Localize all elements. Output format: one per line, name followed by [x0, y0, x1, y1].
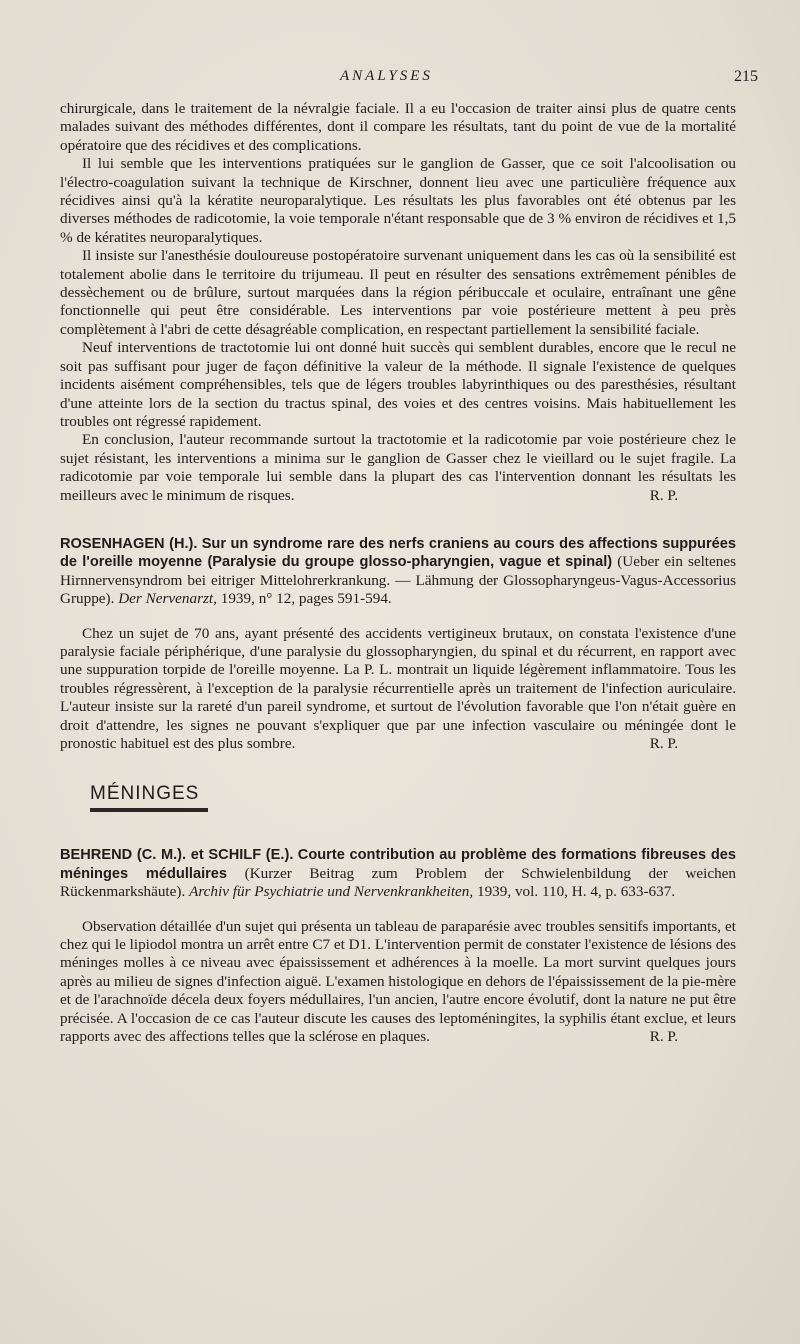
article-authors: ROSENHAGEN (H.). [60, 535, 198, 552]
page-content [60, 100, 736, 1046]
reviewer-signature: R. P. [649, 735, 678, 752]
article-authors: BEHREND (C. M.). et SCHILF (E.). [60, 847, 294, 864]
review-behrend-schilf [60, 846, 736, 1046]
article-original-title: (Kurzer Beitrag zum Problem der Schwielenbildung der weichen Rückenmarkshäute). [60, 864, 736, 901]
abstract-paragraph [60, 918, 736, 1047]
journal-citation: 1939, vol. 110, H. 4, p. 633-637. [476, 883, 676, 901]
section-heading: MÉNINGES [90, 783, 200, 805]
review-paragraph: Il lui semble que les interventions pratiquées sur le ganglion de Gasser, que ce soit l'alcoolisation ou l'électro-coagulation suivant la technique de Kirschner, donnent lieu avec une particulière fréquence aux récidives ainsi qu'à la kératite neuroparalytique. Les résultats les plus favorables ont été obtenus par les diverses méthodes de radicotomie, la voie temporale n'étant responsable que de 3 % environ de récidives et 1,5 % de kératites neuroparalytiques. [60, 155, 736, 246]
article-reference [60, 846, 736, 901]
abstract-text: Observation détaillée d'un sujet qui présenta un tableau de paraparésie avec troubles sensitifs importants, et chez qui le lipiodol montra un arrêt entre C7 et D1. L'intervention permit de constater l'existence de lésions des méninges molles à ce niveau avec épaississement et adhérences à la moelle. La mort survint quelques jours après au milieu de signes d'infection aiguë. L'examen histologique en dehors de l'épaississement de la pie-mère et de l'arachnoïde décela deux foyers médullaires, l'un ancien, l'autre encore évolutif, dont la nature ne put être précisée. A l'occasion de ce cas l'auteur discute les causes des leptoméningites, la syphilis étant exclue, et leurs rapports avec des affections telles que la sclérose en plaques. [60, 917, 736, 1046]
abstract-text: Chez un sujet de 70 ans, ayant présenté des accidents vertigineux brutaux, on constata l'existence d'une paralysie faciale périphérique, d'une paralysie du glossopharyngien, du spinal et du récurrent, en rapport avec une suppuration torpide de l'oreille moyenne. La P. L. montrait un liquide légèrement inflammatoire. Tous les troubles régressèrent, à l'exception de la paralysie récurrentielle après un traitement de l'infection auriculaire. L'auteur insiste sur la rareté d'un pareil syndrome, et surtout de l'évolution favorable que l'on n'était guère en droit d'attendre, les signes ne pouvant s'expliquer que par une infection vasculaire ou méningée dont le pronostic habituel est des plus sombre. [60, 624, 736, 752]
journal-name: Der Nervenarzt, [118, 590, 217, 608]
review-paragraph: Neuf interventions de tractotomie lui ont donné huit succès qui semblent durables, encore que le recul ne soit pas suffisant pour juger de façon définitive la valeur de la méthode. Il signale l'existence de quelques incidents aisément compréhensibles, tels que de légers troubles labyrinthiques ou des paresthésies, résultant d'une atteinte lors de la section du tractus spinal, des voies et des centres voisins. Mais habituellement les troubles ont régressé rapidement. [60, 339, 736, 430]
review-paragraph: Il insiste sur l'anesthésie douloureuse postopératoire survenant uniquement dans les cas où la sensibilité est totalement abolie dans le territoire du trijumeau. Il peut en résulter des sensations extrêmement pénibles de dessèchement ou de brûlure, surtout marquées dans la région péribuccale et oculaire, entraînant une gêne fonctionnelle qui peut être considérable. Les interventions par voie postérieure mettent à peu près complètement à l'abri de cette désagréable complication, en respectant partiellement la sensibilité faciale. [60, 247, 736, 338]
article-abstract [60, 625, 736, 754]
journal-name: Archiv für Psychiatrie und Nervenkrankheiten, [189, 883, 474, 901]
review-paragraph [60, 431, 736, 505]
review-paragraph-text: En conclusion, l'auteur recommande surtout la tractotomie et la radicotomie par voie postérieure chez le sujet résistant, les interventions a minima sur le ganglion de Gasser chez le vieillard ou le sujet fragile. La radicotomie par voie temporale lui semble dans la plupart des cas l'intervention donnant les résultats les meilleurs avec le minimum de risques. [60, 431, 736, 504]
running-title: ANALYSES [340, 68, 433, 84]
article-title: Courte contribution au problème des formations fibreuses des méninges médullaires [60, 847, 736, 882]
continued-review [60, 100, 736, 505]
article-abstract [60, 918, 736, 1047]
review-rosenhagen [60, 535, 736, 753]
reviewer-signature: R. P. [649, 1028, 678, 1046]
journal-citation: 1939, n° 12, pages 591-594. [220, 590, 392, 608]
abstract-paragraph [60, 625, 736, 754]
page-number: 215 [734, 68, 758, 85]
article-title: Sur un syndrome rare des nerfs craniens au cours des affections suppurées de l'oreille moyenne (Paralysie du groupe glosso-pharyngien, vague et spinal) [60, 535, 737, 571]
review-paragraph: chirurgicale, dans le traitement de la névralgie faciale. Il a eu l'occasion de traiter ainsi plus de quatre cents malades suivant des méthodes différentes, dont il compare les résultats, tant du point de vue de la mortalité opératoire que des récidives et des complications. [60, 100, 736, 154]
article-original-title: (Ueber ein seltenes Hirnnervensyndrom bei eitriger Mittelohrerkrankung. — Lähmung der Glossopharyngeus-Vagus-Accessorius Gruppe). [60, 553, 737, 608]
page-header [0, 68, 800, 90]
article-reference [60, 535, 736, 609]
section-underline [90, 808, 208, 812]
reviewer-signature: R. P. [649, 486, 678, 504]
